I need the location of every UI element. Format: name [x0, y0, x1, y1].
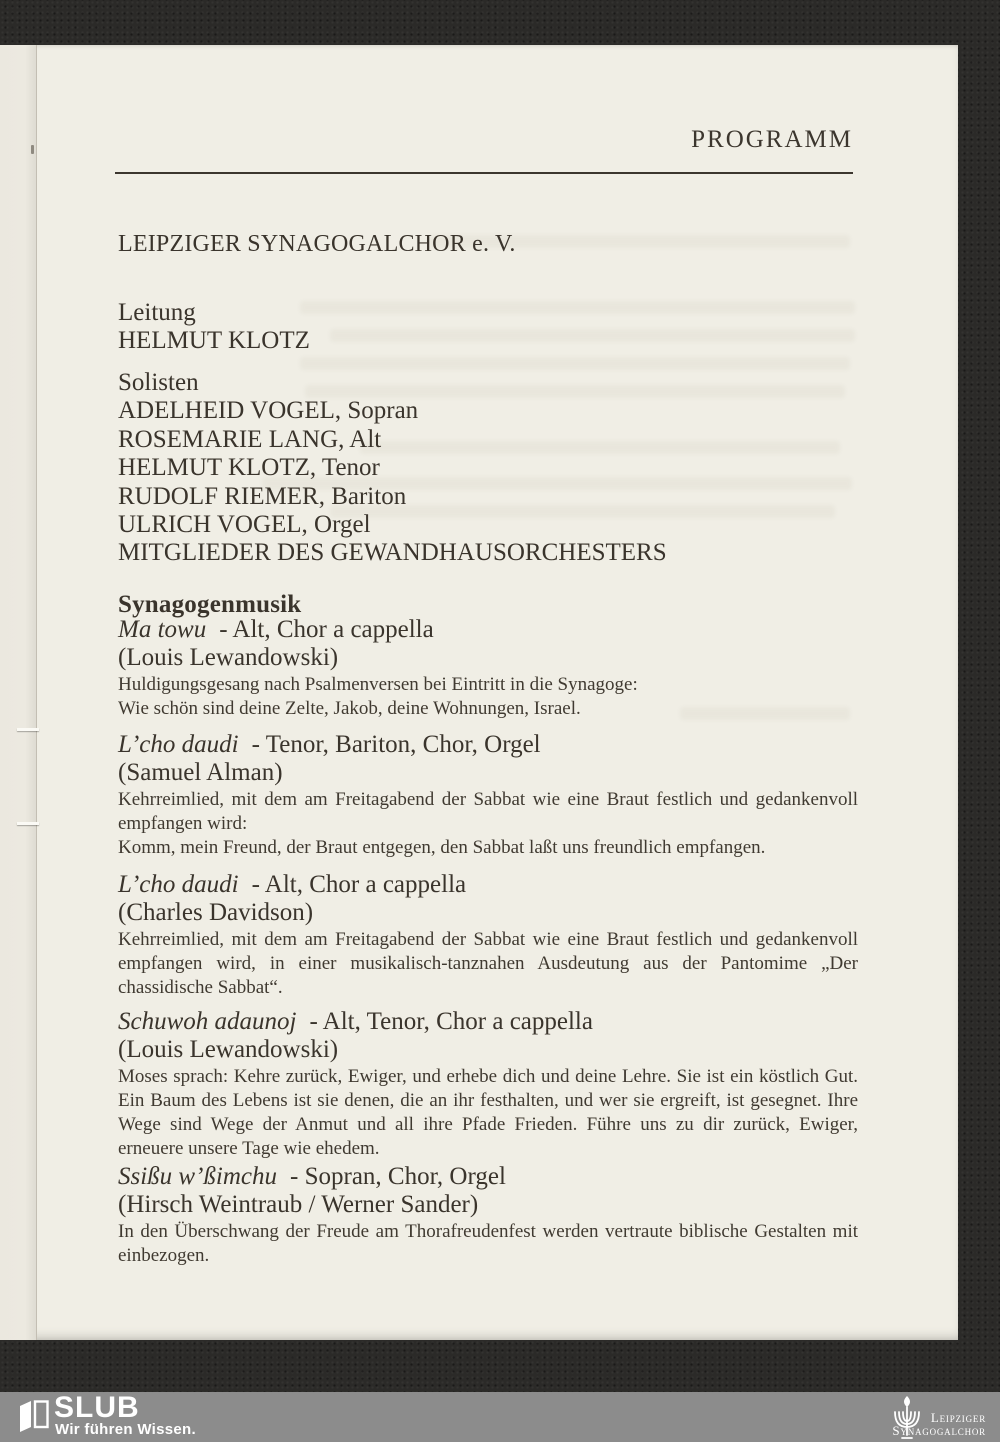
- piece-description: [118, 1065, 858, 1161]
- soloist-entry: RUDOLF RIEMER, Bariton: [118, 482, 407, 510]
- section-title: Synagogenmusik: [118, 591, 302, 618]
- page-title: PROGRAMM: [691, 126, 853, 153]
- piece-description: [118, 928, 858, 1000]
- piece-description: [118, 673, 858, 721]
- program-piece: [118, 1163, 858, 1268]
- piece-scoring: - Tenor, Bariton, Chor, Orgel: [251, 731, 541, 758]
- piece-title: Ssißu w’ßimchu: [118, 1163, 278, 1190]
- piece-paragraph: Kehrreimlied, mit dem am Freitagabend der Sabbat wie eine Braut festlich und gedankenvoll empfangen wird, in einer musikalisch-tanznahen Ausdeutung aus der Pantomime „Der chassidische Sabbat“.: [118, 929, 858, 998]
- piece-composer: (Louis Lewandowski): [118, 644, 339, 671]
- slub-wordmark: SLUB: [54, 1391, 140, 1424]
- piece-paragraph: In den Überschwang der Freude am Thorafreudenfest werden vertraute biblische Gestalten mit einbezogen.: [118, 1221, 858, 1266]
- soloist-entry: HELMUT KLOTZ, Tenor: [118, 454, 380, 482]
- piece-title: L’cho daudi: [118, 871, 239, 898]
- soloist-entry: ULRICH VOGEL, Orgel: [118, 511, 371, 539]
- piece-scoring: - Sopran, Chor, Orgel: [290, 1163, 506, 1190]
- piece-paragraph: Kehrreimlied, mit dem am Freitagabend der Sabbat wie eine Braut festlich und gedankenvoll empfangen wird:: [118, 789, 858, 834]
- show-through-ghost: [300, 301, 855, 314]
- soloist-entry: MITGLIEDER DES GEWANDHAUSORCHESTERS: [118, 539, 667, 567]
- soloists-label: Solisten: [118, 369, 199, 396]
- soloists-block: [118, 369, 667, 568]
- program-piece: [118, 731, 858, 860]
- title-rule: [115, 172, 853, 174]
- show-through-ghost: [330, 329, 855, 342]
- conductor-label: Leitung: [118, 299, 196, 326]
- staple-mark: [17, 728, 39, 731]
- program-piece: [118, 871, 858, 1000]
- piece-paragraph: Wie schön sind deine Zelte, Jakob, deine Wohnungen, Israel.: [118, 698, 581, 719]
- program-page: [0, 45, 958, 1340]
- piece-composer: (Charles Davidson): [118, 899, 314, 926]
- piece-scoring: - Alt, Chor a cappella: [251, 871, 467, 898]
- ensemble-name: LEIPZIGER SYNAGOGALCHOR e. V.: [118, 231, 516, 257]
- soloist-entry: ROSEMARIE LANG, Alt: [118, 425, 382, 453]
- choir-logo-text: [892, 1411, 986, 1437]
- staple-mark: [31, 145, 34, 154]
- program-piece: [118, 1008, 858, 1161]
- piece-title-line: [118, 871, 858, 899]
- piece-title-line: [118, 1163, 858, 1191]
- piece-title-line: [118, 616, 858, 644]
- piece-description: [118, 788, 858, 860]
- piece-scoring: - Alt, Tenor, Chor a cappella: [309, 1008, 593, 1035]
- conductor-block: [118, 299, 310, 355]
- piece-paragraph: Huldigungsgesang nach Psalmenversen bei Eintritt in die Synagoge:: [118, 674, 638, 695]
- choir-name-line1: Leipziger: [930, 1410, 986, 1425]
- open-book-icon: [18, 1399, 50, 1433]
- piece-composer: (Louis Lewandowski): [118, 1036, 339, 1063]
- piece-description: [118, 1220, 858, 1268]
- slub-slogan: Wir führen Wissen.: [55, 1421, 196, 1438]
- piece-title: Schuwoh adaunoj: [118, 1008, 297, 1035]
- staple-mark: [17, 822, 39, 825]
- piece-title-line: [118, 731, 858, 759]
- page-spine-edge: [0, 45, 37, 1340]
- piece-scoring: - Alt, Chor a cappella: [219, 616, 434, 643]
- choir-name-line2: Synagogalchor: [892, 1423, 986, 1438]
- soloist-entry: ADELHEID VOGEL, Sopran: [118, 397, 419, 425]
- piece-title: L’cho daudi: [118, 731, 239, 758]
- piece-title: Ma towu: [118, 616, 207, 643]
- piece-paragraph: Komm, mein Freund, der Braut entgegen, den Sabbat laßt uns freundlich empfangen.: [118, 837, 766, 858]
- footer-bar: [0, 1392, 1000, 1442]
- piece-composer: (Hirsch Weintraub / Werner Sander): [118, 1191, 479, 1218]
- piece-paragraph: Moses sprach: Kehre zurück, Ewiger, und erhebe dich und deine Lehre. Sie ist ein köstlich Gut. Ein Baum des Lebens ist sie denen, die an ihr festhalten, und wer sie ergreift, ist gesegnet. Ihre Wege sind Wege der Anmut und all ihre Pfade Frieden. Führe uns zu dir zurück, Ewiger, erneuere unsere Tage wie ehedem.: [118, 1066, 858, 1159]
- conductor-name: HELMUT KLOTZ: [118, 327, 310, 354]
- piece-title-line: [118, 1008, 858, 1036]
- program-piece: [118, 616, 858, 721]
- piece-composer: (Samuel Alman): [118, 759, 283, 786]
